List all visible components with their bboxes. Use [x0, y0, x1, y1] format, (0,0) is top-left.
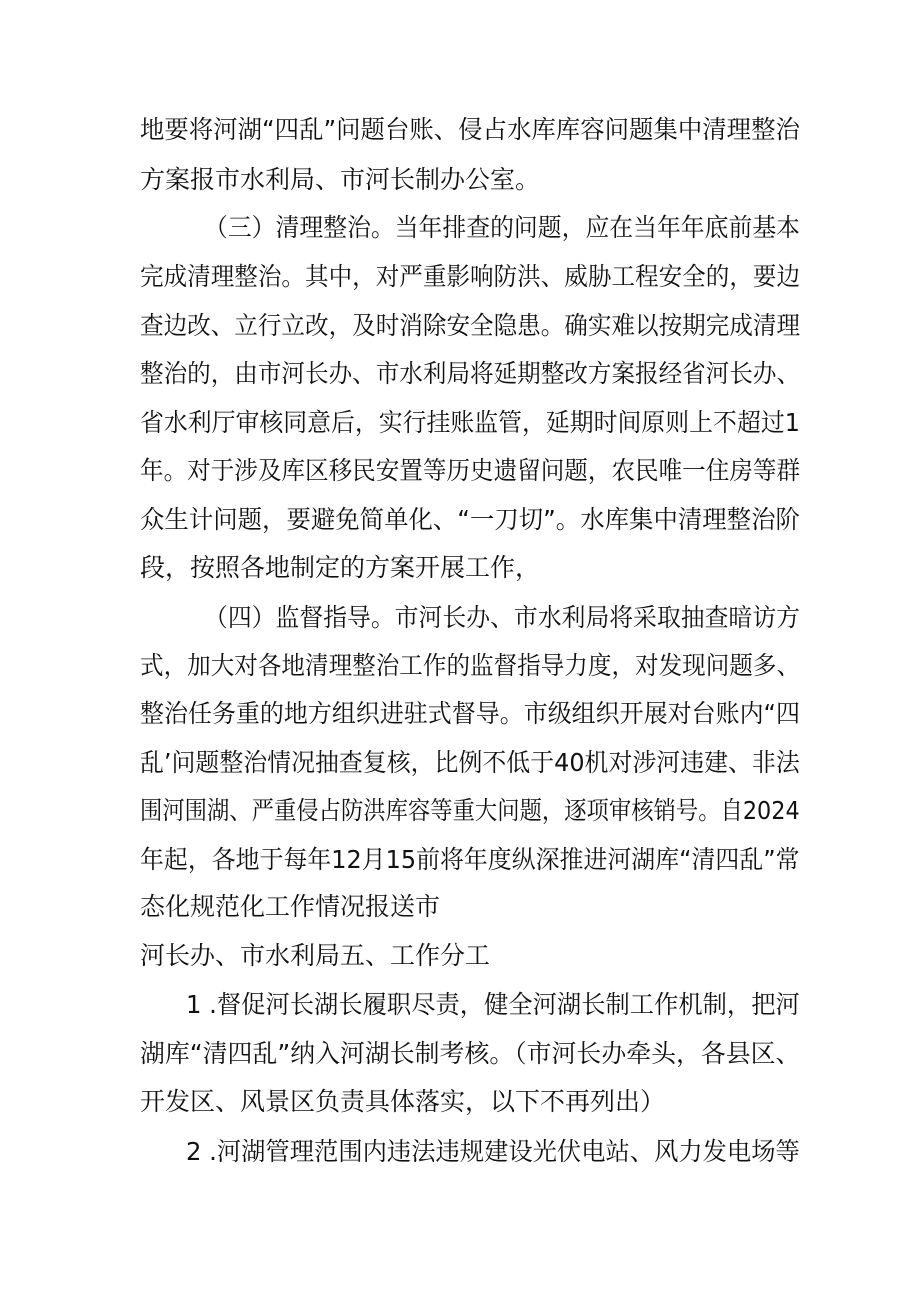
text-line-7: 省水利厅审核同意后，实行挂账监管，延期时间原则上不超过1	[140, 408, 800, 437]
text-line-5: 查边改、立行立改，及时消除安全隐患。确实难以按期完成清理	[140, 311, 801, 340]
text-line-15: 围河围湖、严重侵占防洪库容等重大问题，逐项审核销号。自2024	[140, 796, 800, 825]
text-line-11: （四）监督指导。市河长办、市水利局将采取抽查暗访方	[204, 603, 801, 632]
text-line-8: 年。对于涉及库区移民安置等历史遗留问题，农民唯一住房等群	[140, 456, 801, 485]
text-line-14: 乱’问题整治情况抽查复核，比例不低于40机对涉河违建、非法	[140, 748, 800, 777]
text-line-16: 年起，各地于每年12月15前将年度纵深推进河湖库“清四乱”常	[140, 845, 800, 874]
text-line-13: 整治任务重的地方组织进驻式督导。市级组织开展对台账内“四	[140, 699, 800, 728]
text-line-4: 完成清理整治。其中，对严重影响防洪、威胁工程安全的，要边	[140, 262, 801, 291]
text-line-19: 1 .督促河长湖长履职尽责，健全河湖长制工作机制，把河	[186, 990, 800, 1019]
text-line-9: 众生计问题，要避免简单化、“一刀切”。水库集中清理整治阶	[140, 505, 800, 534]
text-line-2: 方案报市水利局、市河长制办公室。	[140, 165, 541, 194]
text-line-1: 地要将河湖“四乱”问题台账、侵占水库库容问题集中清理整治	[140, 115, 800, 144]
text-line-21: 开发区、风景区负责具体落实，以下不再列出）	[140, 1087, 666, 1116]
text-line-10: 段，按照各地制定的方案开展工作，	[140, 553, 541, 582]
text-line-12: 式，加大对各地清理整治工作的监督指导力度，对发现问题多、	[140, 651, 801, 680]
text-line-20: 湖库“清四乱”纳入河湖长制考核。（市河长办牵头，各县区、	[140, 1039, 801, 1068]
text-line-18: 河长办、市水利局五、工作分工	[140, 941, 491, 970]
text-line-22: 2 .河湖管理范围内违法违规建设光伏电站、风力发电场等	[186, 1137, 800, 1166]
text-line-3: （三）清理整治。当年排查的问题，应在当年年底前基本	[204, 213, 801, 242]
text-line-6: 整治的，由市河长办、市水利局将延期整改方案报经省河长办、	[140, 359, 801, 388]
text-line-17: 态化规范化工作情况报送市	[140, 892, 441, 921]
